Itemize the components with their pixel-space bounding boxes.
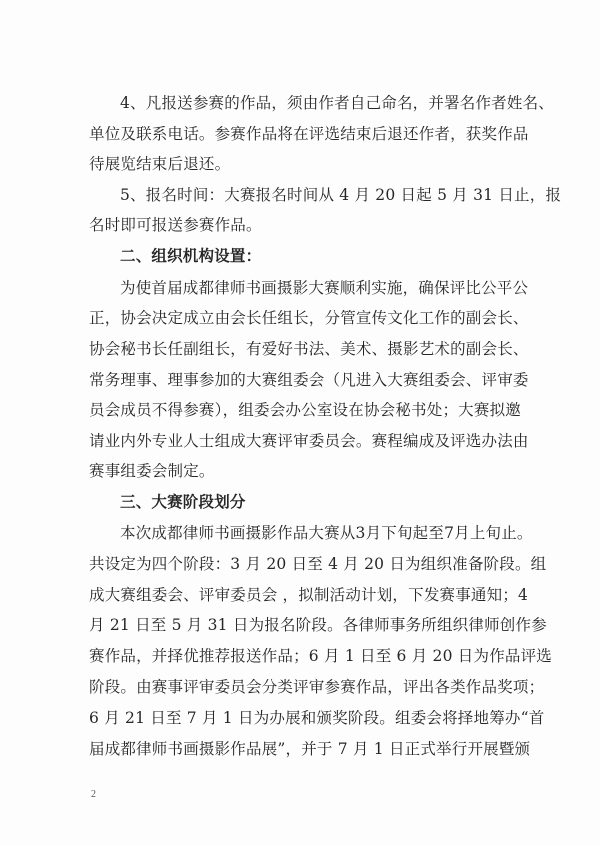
- page-number: 2: [91, 789, 96, 800]
- paragraph-line: 4、凡报送参赛的作品，须由作者自己命名，并署名作者姓名、: [120, 94, 554, 112]
- paragraph-line: 单位及联系电话。参赛作品将在评选结束后退还作者，获奖作品: [89, 125, 529, 143]
- paragraph-line: 月 21 日至 5 月 31 日为报名阶段。各律师事务所组织律师创作参: [89, 616, 547, 634]
- paragraph-line: 协会秘书长任副组长，有爱好书法、美术、摄影艺术的副会长、: [89, 340, 529, 358]
- paragraph-line: 共设定为四个阶段：3 月 20 日至 4 月 20 日为组织准备阶段。组: [89, 555, 547, 573]
- paragraph-line: 赛事组委会制定。: [89, 462, 215, 480]
- paragraph-line: 员会成员不得参赛），组委会办公室设在协会秘书处；大赛拟邀: [89, 401, 521, 419]
- paragraph-line: 阶段。由赛事评审委员会分类评审参赛作品，评出各类作品奖项；: [89, 678, 545, 696]
- paragraph-line: 为使首届成都律师书画摄影大赛顺利实施，确保评比公平公: [120, 279, 529, 297]
- paragraph-line: 待展览结束后退还。: [89, 155, 231, 173]
- section-heading: 三、大赛阶段划分: [120, 492, 246, 511]
- paragraph-line: 请业内外专业人士组成大赛评审委员会。赛程编成及评选办法由: [89, 432, 529, 450]
- paragraph-line: 本次成都律师书画摄影作品大赛从3月下旬起至7月上旬止。: [120, 524, 533, 542]
- paragraph-line: 正，协会决定成立由会长任组长，分管宣传文化工作的副会长、: [89, 309, 529, 327]
- paragraph-line: 届成都律师书画摄影作品展”，并于 7 月 1 日正式举行开展暨颁: [89, 740, 531, 758]
- paragraph-line: 赛作品，并择优推荐报送作品；6 月 1 日至 6 月 20 日为作品评选: [89, 647, 552, 665]
- paragraph-line: 5、报名时间：大赛报名时间从 4 月 20 日起 5 月 31 日止，报: [120, 186, 562, 204]
- paragraph-line: 6 月 21 日至 7 月 1 日为办展和颁奖阶段。组委会将择地筹办“首: [89, 709, 545, 727]
- paragraph-line: 成大赛组委会、评审委员会 ，拟制活动计划，下发赛事通知；4: [89, 586, 529, 604]
- paragraph-line: 常务理事、理事参加的大赛组委会（凡进入大赛组委会、评审委: [89, 371, 529, 389]
- paragraph-line: 名时即可报送参赛作品。: [89, 216, 262, 234]
- section-heading: 二、组织机构设置：: [120, 246, 262, 265]
